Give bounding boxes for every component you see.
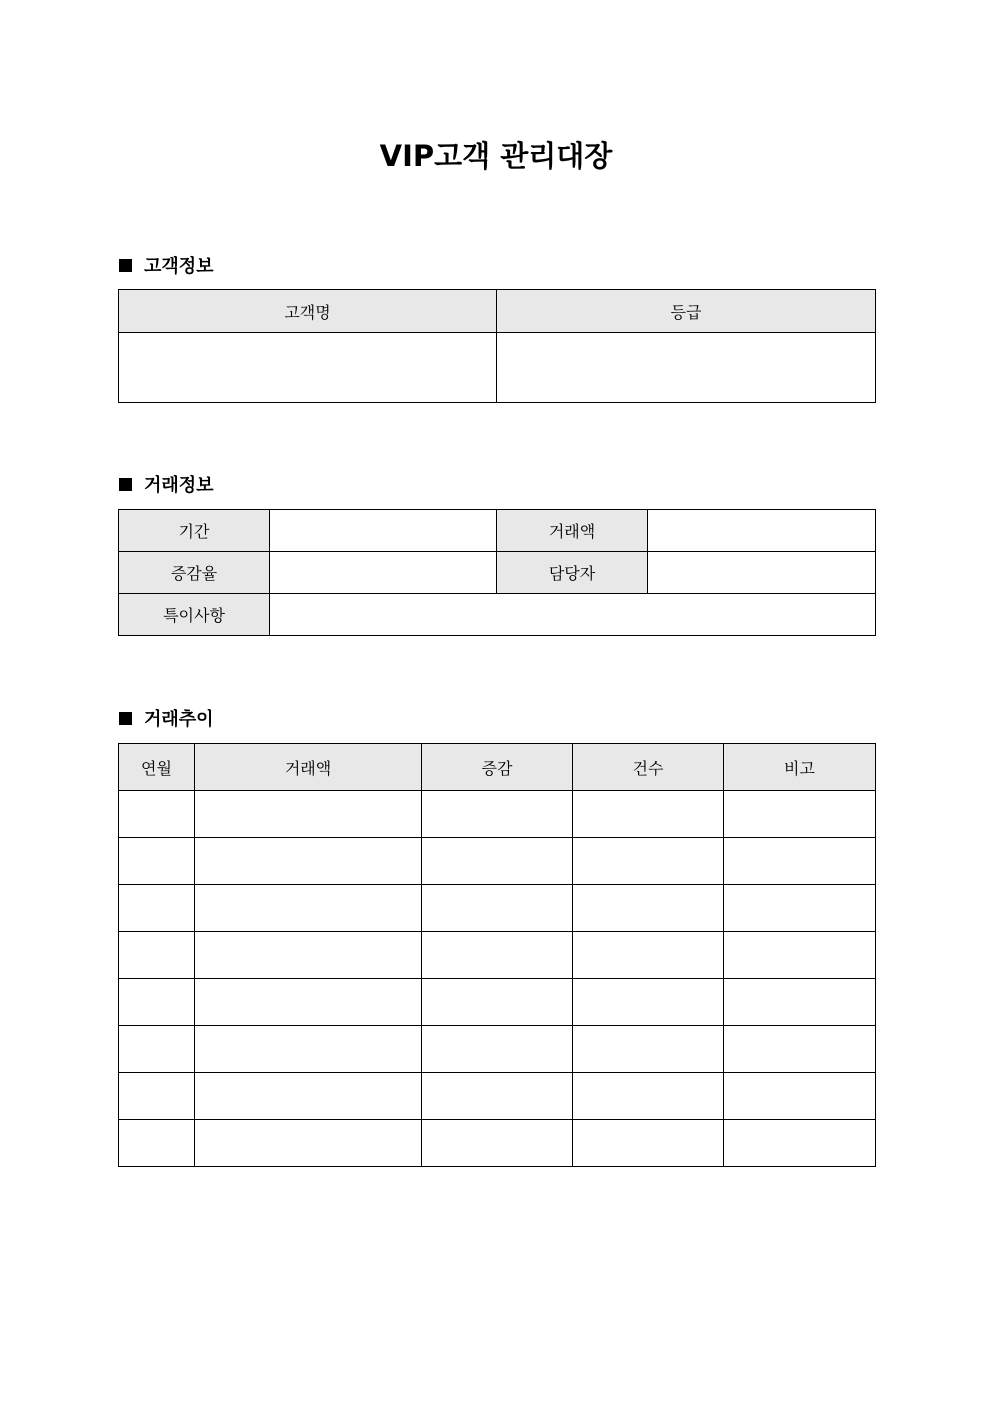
note-cell[interactable]: [724, 885, 876, 932]
amount-cell[interactable]: [195, 1026, 422, 1073]
label-amount: 거래액: [497, 510, 648, 552]
section-heading-label: 거래정보: [144, 475, 214, 496]
change-cell[interactable]: [422, 791, 573, 838]
period-value-cell[interactable]: [270, 510, 497, 552]
section-heading-transaction-info: [119, 471, 214, 497]
note-cell[interactable]: [724, 791, 876, 838]
transaction-trend-table: [118, 743, 876, 1167]
note-cell[interactable]: [724, 1120, 876, 1167]
transaction-info-table: [118, 509, 876, 636]
note-cell[interactable]: [724, 979, 876, 1026]
amount-cell[interactable]: [195, 1120, 422, 1167]
label-change-rate: 증감율: [119, 552, 270, 594]
amount-cell[interactable]: [195, 1073, 422, 1120]
change-cell[interactable]: [422, 1073, 573, 1120]
year-month-cell[interactable]: [119, 791, 195, 838]
note-cell[interactable]: [724, 1073, 876, 1120]
header-amount: 거래액: [195, 744, 422, 791]
square-bullet-icon: [119, 712, 132, 725]
year-month-cell[interactable]: [119, 1120, 195, 1167]
amount-cell[interactable]: [195, 838, 422, 885]
amount-cell[interactable]: [195, 979, 422, 1026]
label-period: 기간: [119, 510, 270, 552]
year-month-cell[interactable]: [119, 1073, 195, 1120]
count-cell[interactable]: [573, 979, 724, 1026]
header-count: 건수: [573, 744, 724, 791]
amount-cell[interactable]: [195, 932, 422, 979]
section-heading-transaction-trend: [119, 705, 214, 731]
customer-name-cell[interactable]: [119, 333, 497, 403]
table-row: [119, 838, 876, 885]
document-title: VIP고객 관리대장: [379, 139, 613, 173]
table-row: [119, 1120, 876, 1167]
section-heading-customer-info: [119, 252, 214, 278]
label-manager: 담당자: [497, 552, 648, 594]
note-cell[interactable]: [724, 1026, 876, 1073]
table-row: [119, 979, 876, 1026]
grade-cell[interactable]: [497, 333, 876, 403]
table-row: [119, 1026, 876, 1073]
header-note: 비고: [724, 744, 876, 791]
change-cell[interactable]: [422, 1026, 573, 1073]
count-cell[interactable]: [573, 1073, 724, 1120]
header-year-month: 연월: [119, 744, 195, 791]
section-heading-label: 거래추이: [144, 709, 214, 730]
section-heading-label: 고객정보: [144, 256, 214, 277]
year-month-cell[interactable]: [119, 979, 195, 1026]
year-month-cell[interactable]: [119, 1026, 195, 1073]
count-cell[interactable]: [573, 838, 724, 885]
change-rate-value-cell[interactable]: [270, 552, 497, 594]
year-month-cell[interactable]: [119, 838, 195, 885]
table-row: [119, 791, 876, 838]
label-remarks: 특이사항: [119, 594, 270, 636]
header-customer-name: 고객명: [119, 290, 497, 333]
table-row: [119, 932, 876, 979]
year-month-cell[interactable]: [119, 885, 195, 932]
change-cell[interactable]: [422, 979, 573, 1026]
amount-cell[interactable]: [195, 885, 422, 932]
count-cell[interactable]: [573, 791, 724, 838]
table-row: [119, 1073, 876, 1120]
customer-info-table: [118, 289, 876, 403]
count-cell[interactable]: [573, 885, 724, 932]
header-grade: 등급: [497, 290, 876, 333]
square-bullet-icon: [119, 259, 132, 272]
header-change: 증감: [422, 744, 573, 791]
note-cell[interactable]: [724, 932, 876, 979]
count-cell[interactable]: [573, 932, 724, 979]
count-cell[interactable]: [573, 1026, 724, 1073]
change-cell[interactable]: [422, 1120, 573, 1167]
note-cell[interactable]: [724, 838, 876, 885]
manager-value-cell[interactable]: [648, 552, 876, 594]
change-cell[interactable]: [422, 885, 573, 932]
change-cell[interactable]: [422, 932, 573, 979]
change-cell[interactable]: [422, 838, 573, 885]
table-row: [119, 885, 876, 932]
count-cell[interactable]: [573, 1120, 724, 1167]
amount-value-cell[interactable]: [648, 510, 876, 552]
remarks-value-cell[interactable]: [270, 594, 876, 636]
year-month-cell[interactable]: [119, 932, 195, 979]
amount-cell[interactable]: [195, 791, 422, 838]
square-bullet-icon: [119, 478, 132, 491]
